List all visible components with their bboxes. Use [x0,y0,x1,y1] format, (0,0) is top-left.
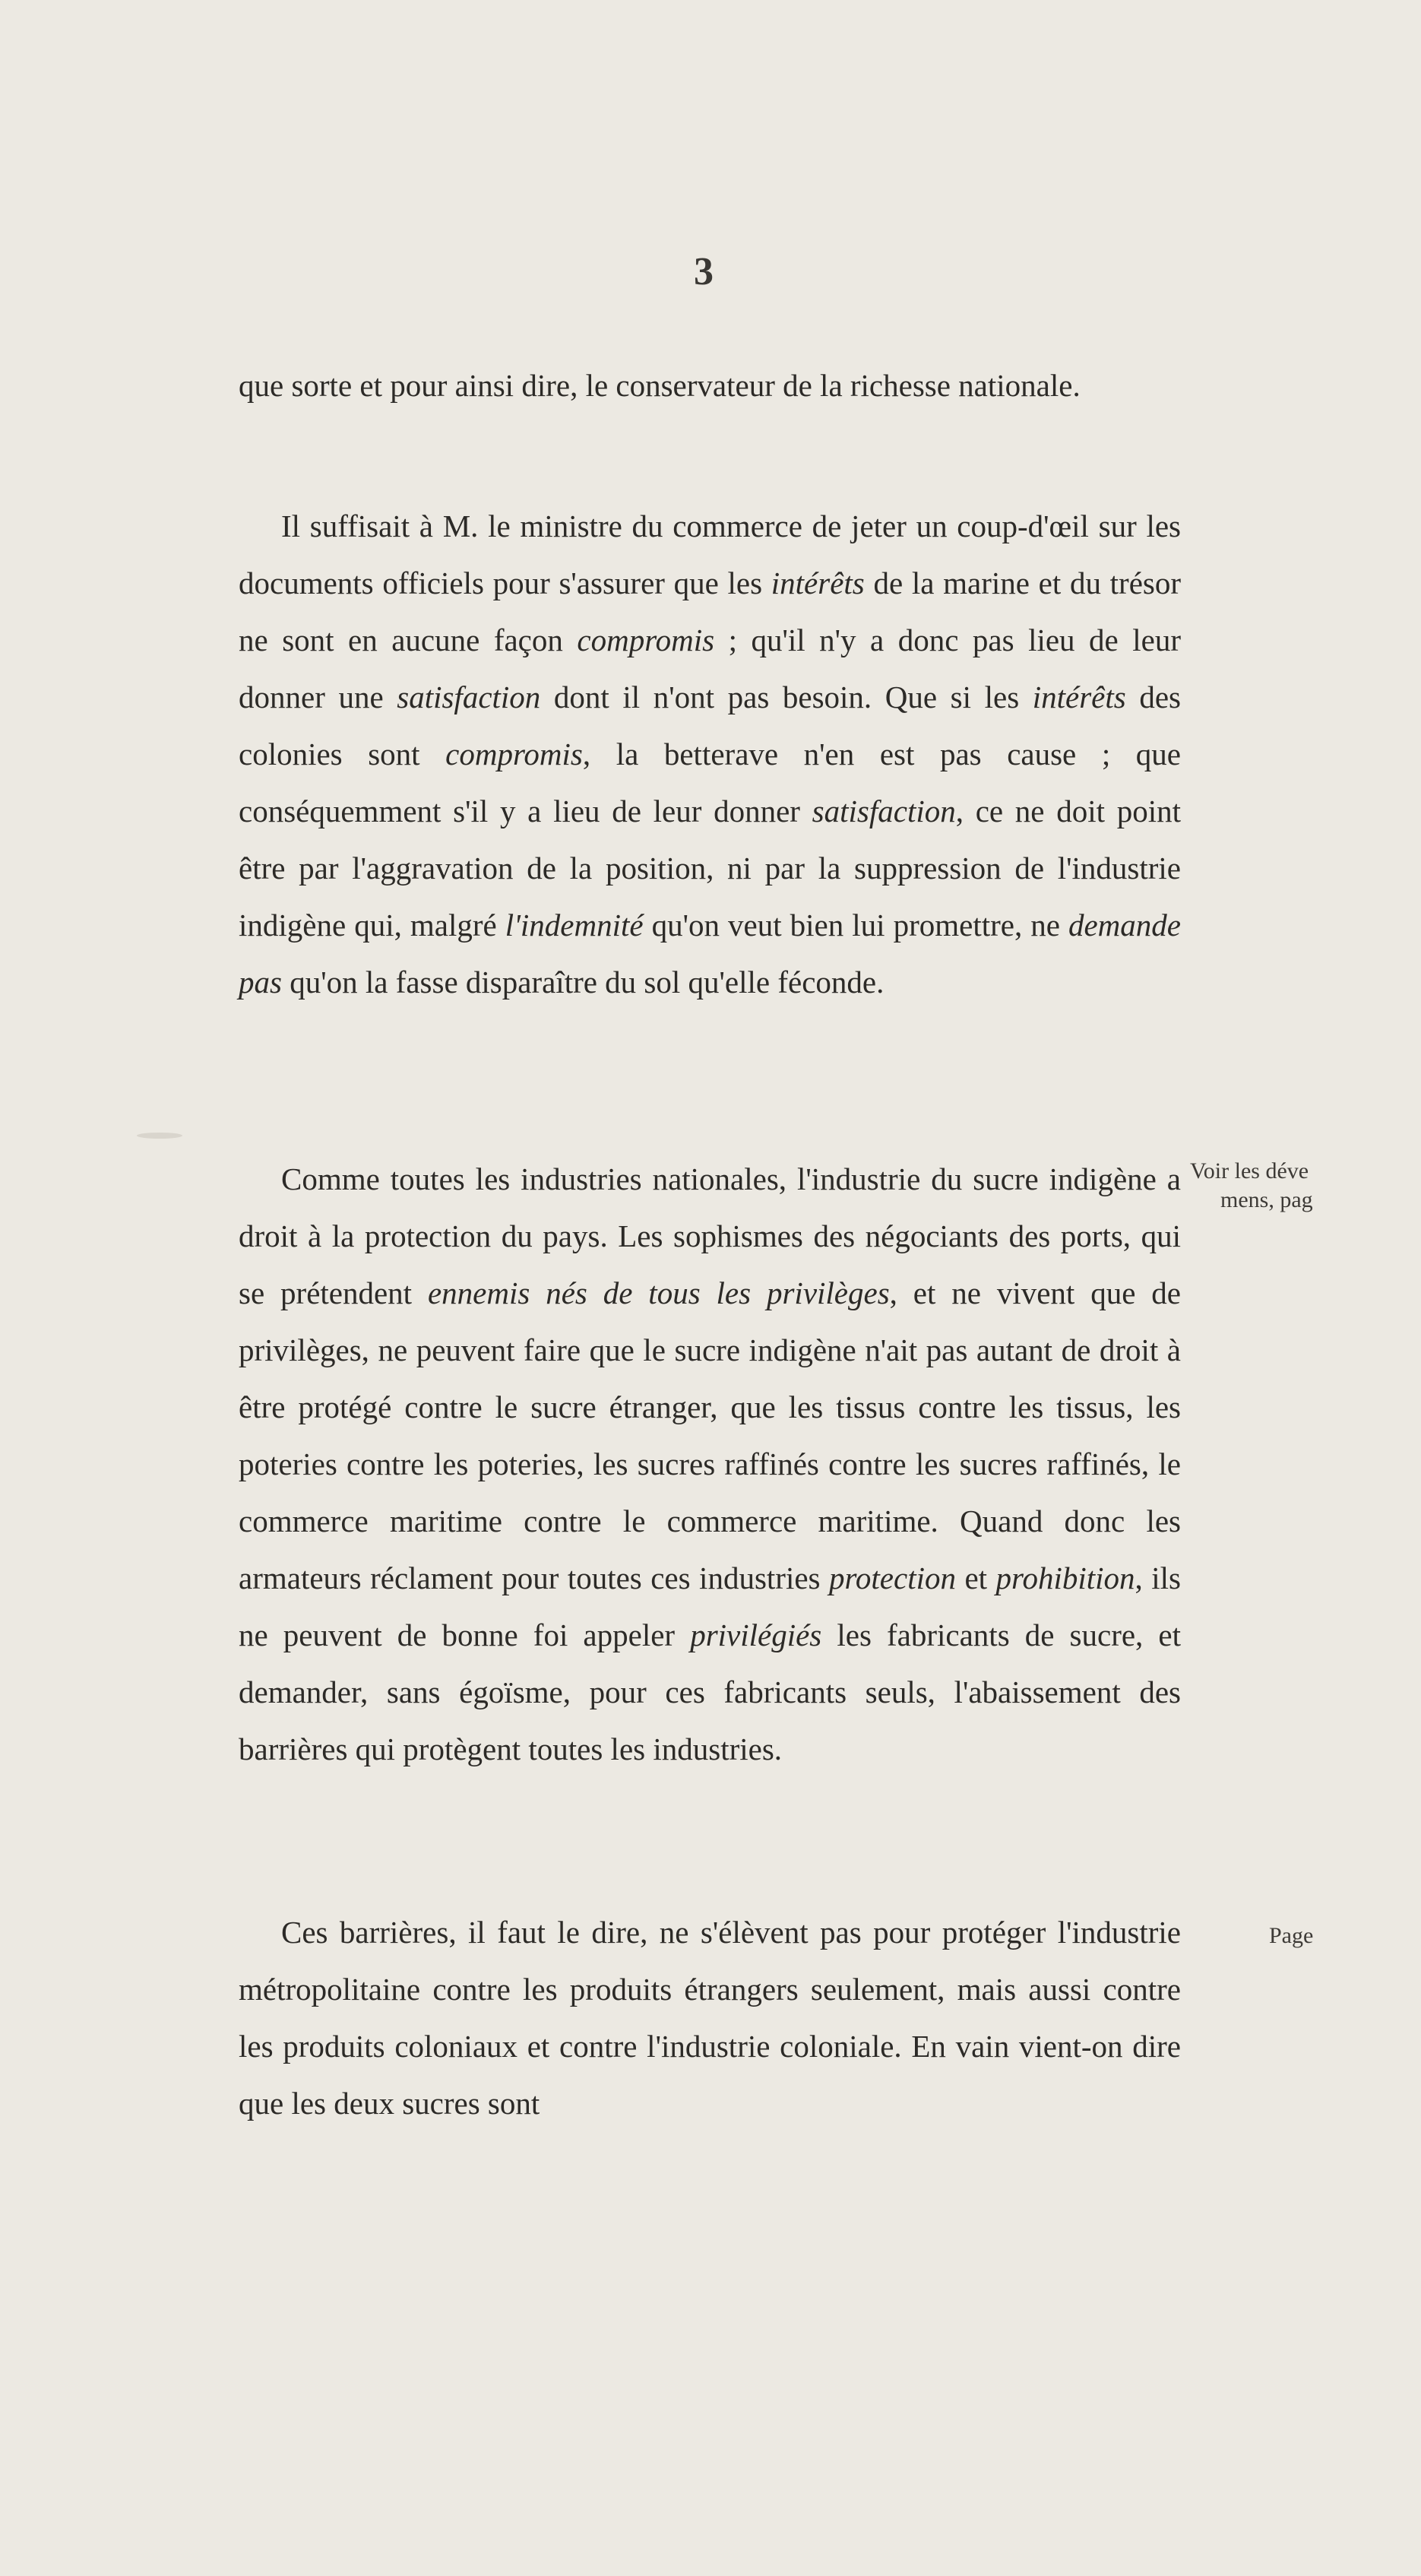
text-run: Comme toutes les industries nationales, l'industrie du sucre indigène a droit à la protection du pays. Les sophismes des négociants des ports, qui se prétendent [239,1161,1181,1310]
page-number: 3 [694,250,714,293]
text-run: et [955,1560,996,1595]
margin-note-reference [1190,1157,1418,1215]
text-run: Il suffisait à M. le ministre du commerce de jeter un coup-d'œil sur les documents officiels pour s'assurer que les [239,509,1181,600]
paragraph-4-text: Ces barrières, il faut le dire, ne s'élèvent pas pour protéger l'industrie métropolitaine contre les produits étrangers seulement, mais aussi contre les produits coloniaux et contre l'industrie coloniale. En vain vient-on dire que les deux sucres sont [239,1915,1181,2121]
paper-stain [137,1133,182,1139]
paragraph-3 [239,1151,1181,1778]
text-run: qu'on veut bien lui promettre, ne [643,908,1068,943]
text-run: qu'on la fasse disparaître du sol qu'elle féconde. [281,965,885,1000]
italic-run: protection [828,1560,956,1595]
paragraph-2-text [239,498,1181,1011]
italic-run: intérêts [1032,680,1126,714]
paragraph-2 [239,498,1181,1011]
text-run: , la betterave n'en est pas cause ; que conséquemment s'il y a lieu de leur donner [239,737,1181,829]
margin-note-line-2: mens, pag [1220,1187,1313,1212]
italic-run: intérêts [771,566,865,600]
italic-run: ennemis nés de tous les privilèges [427,1275,890,1310]
text-run: , ils ne peuvent de bonne foi appeler [239,1560,1181,1652]
margin-note-line-1: Voir les déve [1190,1158,1309,1183]
italic-run: compromis [445,737,583,772]
italic-run: demande pas [239,908,1181,1000]
italic-run: compromis [577,623,715,657]
text-run: de la marine et du trésor ne sont en aucune façon [239,566,1181,657]
italic-run: satisfaction [397,680,541,714]
italic-run: satisfaction [812,794,956,829]
text-run: des colonies sont [239,680,1181,772]
italic-run: prohibition [995,1560,1135,1595]
paragraph-4 [239,1904,1181,2132]
paragraph-1-text: que sorte et pour ainsi dire, le conservateur de la richesse nationale. [239,368,1081,403]
paragraph-3-text [239,1151,1181,1778]
text-run: les fabricants de sucre, et demander, sans égoïsme, pour ces fabricants seuls, l'abaissement des barrières qui protègent toutes les industries. [239,1618,1182,1766]
italic-run: privilégiés [690,1618,822,1652]
margin-note-page: Page [1269,1923,1314,1948]
paragraph-1 [239,357,1181,414]
text-run: ; qu'il n'y a donc pas lieu de leur donner une [239,623,1182,714]
text-run: dont il n'ont pas besoin. Que si les [540,680,1033,714]
italic-run: l'indemnité [505,908,644,943]
text-run: , et ne vivent que de privilèges, ne peuvent faire que le sucre indigène n'ait pas autant de droit à être protégé contre le sucre étranger, que les tissus contre les tissus, les poteries contre les poteries, les sucres raffinés contre les sucres raffinés, le commerce maritime contre le commerce maritime. Quand donc les armateurs réclament pour toutes ces industries [239,1275,1181,1595]
text-run: , ce ne doit point être par l'aggravation de la position, ni par la suppression de l'industrie indigène qui, malgré [239,794,1181,943]
